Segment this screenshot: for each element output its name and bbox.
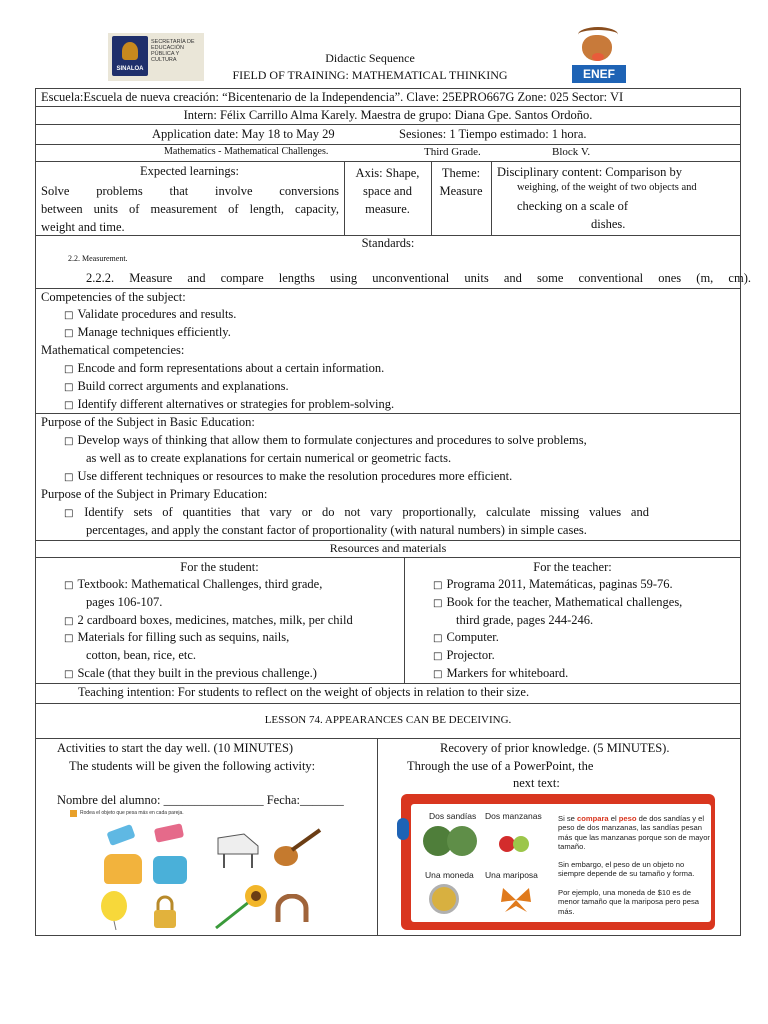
competencies-title: Competencies of the subject: — [41, 290, 186, 304]
axis-line: Axis: Shape, — [355, 166, 420, 180]
teacher-resource-item: □ Computer. — [433, 630, 499, 645]
intern-row: Intern: Félix Carrillo Alma Karely. Maestra de grupo: Diana Gpe. Santos Ordoño. — [183, 108, 593, 122]
slide-marker-icon — [397, 818, 409, 840]
teacher-resource-item: □ Markers for whiteboard. — [433, 666, 568, 681]
divider — [35, 703, 741, 704]
divider — [404, 557, 405, 683]
divider — [35, 124, 741, 125]
lesson-title: LESSON 74. APPEARANCES CAN BE DECEIVING. — [264, 714, 512, 726]
deer-nose-icon — [592, 53, 604, 61]
divider — [35, 288, 741, 289]
divider — [35, 557, 741, 558]
divider — [35, 106, 741, 107]
content-line: dishes. — [591, 217, 626, 231]
expected-line: weight and time. — [41, 220, 125, 234]
sinaloa-logo-name: SINALOA — [116, 66, 144, 72]
grade: Third Grade. — [424, 146, 481, 158]
sessions: Sesiones: 1 Tiempo estimado: 1 hora. — [399, 127, 587, 141]
standards-title: Standards: — [361, 236, 415, 250]
butterfly-icon — [499, 886, 533, 914]
purpose-basic-title: Purpose of the Subject in Basic Education: — [41, 415, 255, 429]
standards-sub: 2.2. Measurement. — [68, 254, 128, 263]
expected-learnings-text — [41, 182, 339, 236]
coin-icon — [429, 884, 459, 914]
sunflower-icon — [210, 882, 276, 932]
piano-icon — [214, 828, 262, 872]
teacher-resource-item: □ Book for the teacher, Mathematical challenges, — [433, 595, 682, 610]
slide-paragraph-3: Por ejemplo, una moneda de $10 es de menor tamaño que la mariposa pero pesa más. — [558, 888, 699, 916]
caption-coin: Una moneda — [425, 870, 474, 880]
doc-title: Didactic Sequence — [325, 51, 415, 65]
watermelon-icon — [447, 826, 477, 856]
purpose-primary-item-cont: percentages, and apply the constant factor of proportionality (with natural numbers) in simple cases. — [86, 523, 587, 537]
divider — [377, 738, 378, 936]
doc-field: FIELD OF TRAINING: MATHEMATICAL THINKING — [232, 68, 508, 82]
slide-paragraph-1 — [558, 814, 710, 852]
caption-apples: Dos manzanas — [485, 811, 542, 821]
math-competency-item: □ Build correct arguments and explanations. — [64, 379, 289, 394]
backpack-icon — [104, 854, 142, 884]
theme-line: Measure — [439, 184, 483, 198]
student-resource-item: □ Textbook: Mathematical Challenges, third grade, — [64, 577, 322, 592]
teacher-resource-item-cont: third grade, pages 244-246. — [456, 613, 594, 627]
slide-text: de dos sandías y el peso de dos manzanas, las sandías pesan más que las manzanas porque son de mayor tamaño. — [558, 814, 710, 852]
student-resource-item: □ 2 cardboard boxes, medicines, matches, milk, per child — [64, 613, 353, 628]
teaching-intention: Teaching intention: For students to reflect on the weight of objects in relation to their size. — [78, 685, 530, 699]
purpose-primary-title: Purpose of the Subject in Primary Education: — [41, 487, 268, 501]
divider — [35, 413, 741, 414]
content-line: checking on a scale of — [517, 199, 629, 213]
recovery-title: Recovery of prior knowledge. (5 MINUTES). — [440, 741, 670, 755]
slide-text: el — [608, 814, 619, 823]
padlock-icon — [150, 894, 180, 930]
expected-learnings-title: Expected learnings: — [140, 164, 239, 178]
divider — [35, 683, 741, 684]
content-line: Disciplinary content: Comparison by — [497, 165, 683, 179]
guitar-icon — [270, 826, 326, 870]
axis-line: measure. — [365, 202, 410, 216]
theme-cell — [431, 164, 491, 200]
school-row: Escuela:Escuela de nueva creación: “Bicentenario de la Independencia”. Clave: 25EPRO667G Zone: 025 Sector: VI — [41, 90, 624, 104]
content-line: weighing, of the weight of two objects and — [517, 182, 697, 193]
expected-line: Solve problems that involve conversions — [41, 184, 339, 198]
worksheet-number-icon — [70, 810, 77, 817]
purpose-basic-item: □ Develop ways of thinking that allow them to formulate conjectures and procedures to solve problems, — [64, 433, 587, 448]
purpose-primary-item: □ Identify sets of quantities that vary or do not vary proportionally, calculate missing values and — [64, 505, 649, 520]
lunchbox-icon — [153, 856, 187, 884]
slide-content — [411, 804, 711, 922]
sinaloa-logo-tagline: SECRETARÍA DE EDUCACIÓN PÚBLICA Y CULTURA — [151, 39, 195, 63]
horseshoe-icon — [272, 894, 312, 926]
purpose-basic-item-cont: as well as to create explanations for certain numerical or geometric facts. — [86, 451, 452, 465]
student-name-line: Nombre del alumno: ________________ Fecha:_______ — [57, 793, 344, 807]
worksheet-instruction: Rodea el objeto que pesa más en cada pareja. — [80, 810, 184, 816]
divider — [491, 161, 492, 235]
caption-butterfly: Una mariposa — [485, 870, 538, 880]
student-resource-item-cont: cotton, bean, rice, etc. — [86, 648, 197, 662]
competency-item: □ Validate procedures and results. — [64, 307, 236, 322]
math-competency-item: □ Encode and form representations about a certain information. — [64, 361, 384, 376]
student-resource-item: □ Materials for filling such as sequins, nails, — [64, 630, 289, 645]
theme-line: Theme: — [441, 166, 481, 180]
axis-line: space and — [363, 184, 412, 198]
teacher-resources-title: For the teacher: — [533, 560, 612, 574]
subject: Mathematics - Mathematical Challenges. — [164, 146, 329, 157]
divider — [35, 161, 741, 162]
balloon-icon — [98, 890, 134, 930]
divider — [35, 144, 741, 145]
recovery-text-cont: next text: — [513, 776, 560, 790]
competency-item: □ Manage techniques efficiently. — [64, 325, 231, 340]
slide-highlight: peso — [618, 814, 637, 823]
math-competency-item: □ Identify different alternatives or strategies for problem-solving. — [64, 397, 394, 412]
start-activity-text: The students will be given the following activity: — [69, 759, 316, 773]
apple-icon — [513, 836, 529, 852]
enef-logo-text: ENEF — [572, 65, 626, 83]
recovery-text: Through the use of a PowerPoint, the — [407, 759, 594, 773]
student-resource-item: □ Scale (that they built in the previous challenge.) — [64, 666, 317, 681]
resources-title: Resources and materials — [329, 541, 447, 555]
slide-highlight: compara — [577, 814, 609, 823]
student-resource-item-cont: pages 106-107. — [86, 595, 163, 609]
caption-watermelons: Dos sandías — [429, 811, 477, 821]
slide-paragraph-2: Sin embargo, el peso de un objeto no siempre depende de su tamaño y forma. — [558, 860, 695, 879]
application-date: Application date: May 18 to May 29 — [152, 127, 335, 141]
divider — [35, 738, 741, 739]
teacher-resource-item: □ Projector. — [433, 648, 495, 663]
powerpoint-slide — [401, 794, 715, 930]
axis-cell — [344, 164, 431, 218]
standards-item: 2.2.2. Measure and compare lengths using unconventional units and some conventional ones (m, cm). — [86, 271, 751, 285]
enef-logo — [572, 27, 626, 85]
purpose-basic-item: □ Use different techniques or resources to make the resolution procedures more efficient. — [64, 469, 512, 484]
expected-line: between units of measurement of length, capacity, — [41, 202, 339, 216]
start-activity-title: Activities to start the day well. (10 MINUTES) — [57, 741, 294, 755]
student-resources-title: For the student: — [180, 560, 259, 574]
block: Block V. — [552, 146, 591, 158]
slide-text: Si se — [558, 814, 577, 823]
math-competencies-title: Mathematical competencies: — [41, 343, 185, 357]
teacher-resource-item: □ Programa 2011, Matemáticas, paginas 59-76. — [433, 577, 673, 592]
disciplinary-content-cell — [497, 164, 737, 232]
